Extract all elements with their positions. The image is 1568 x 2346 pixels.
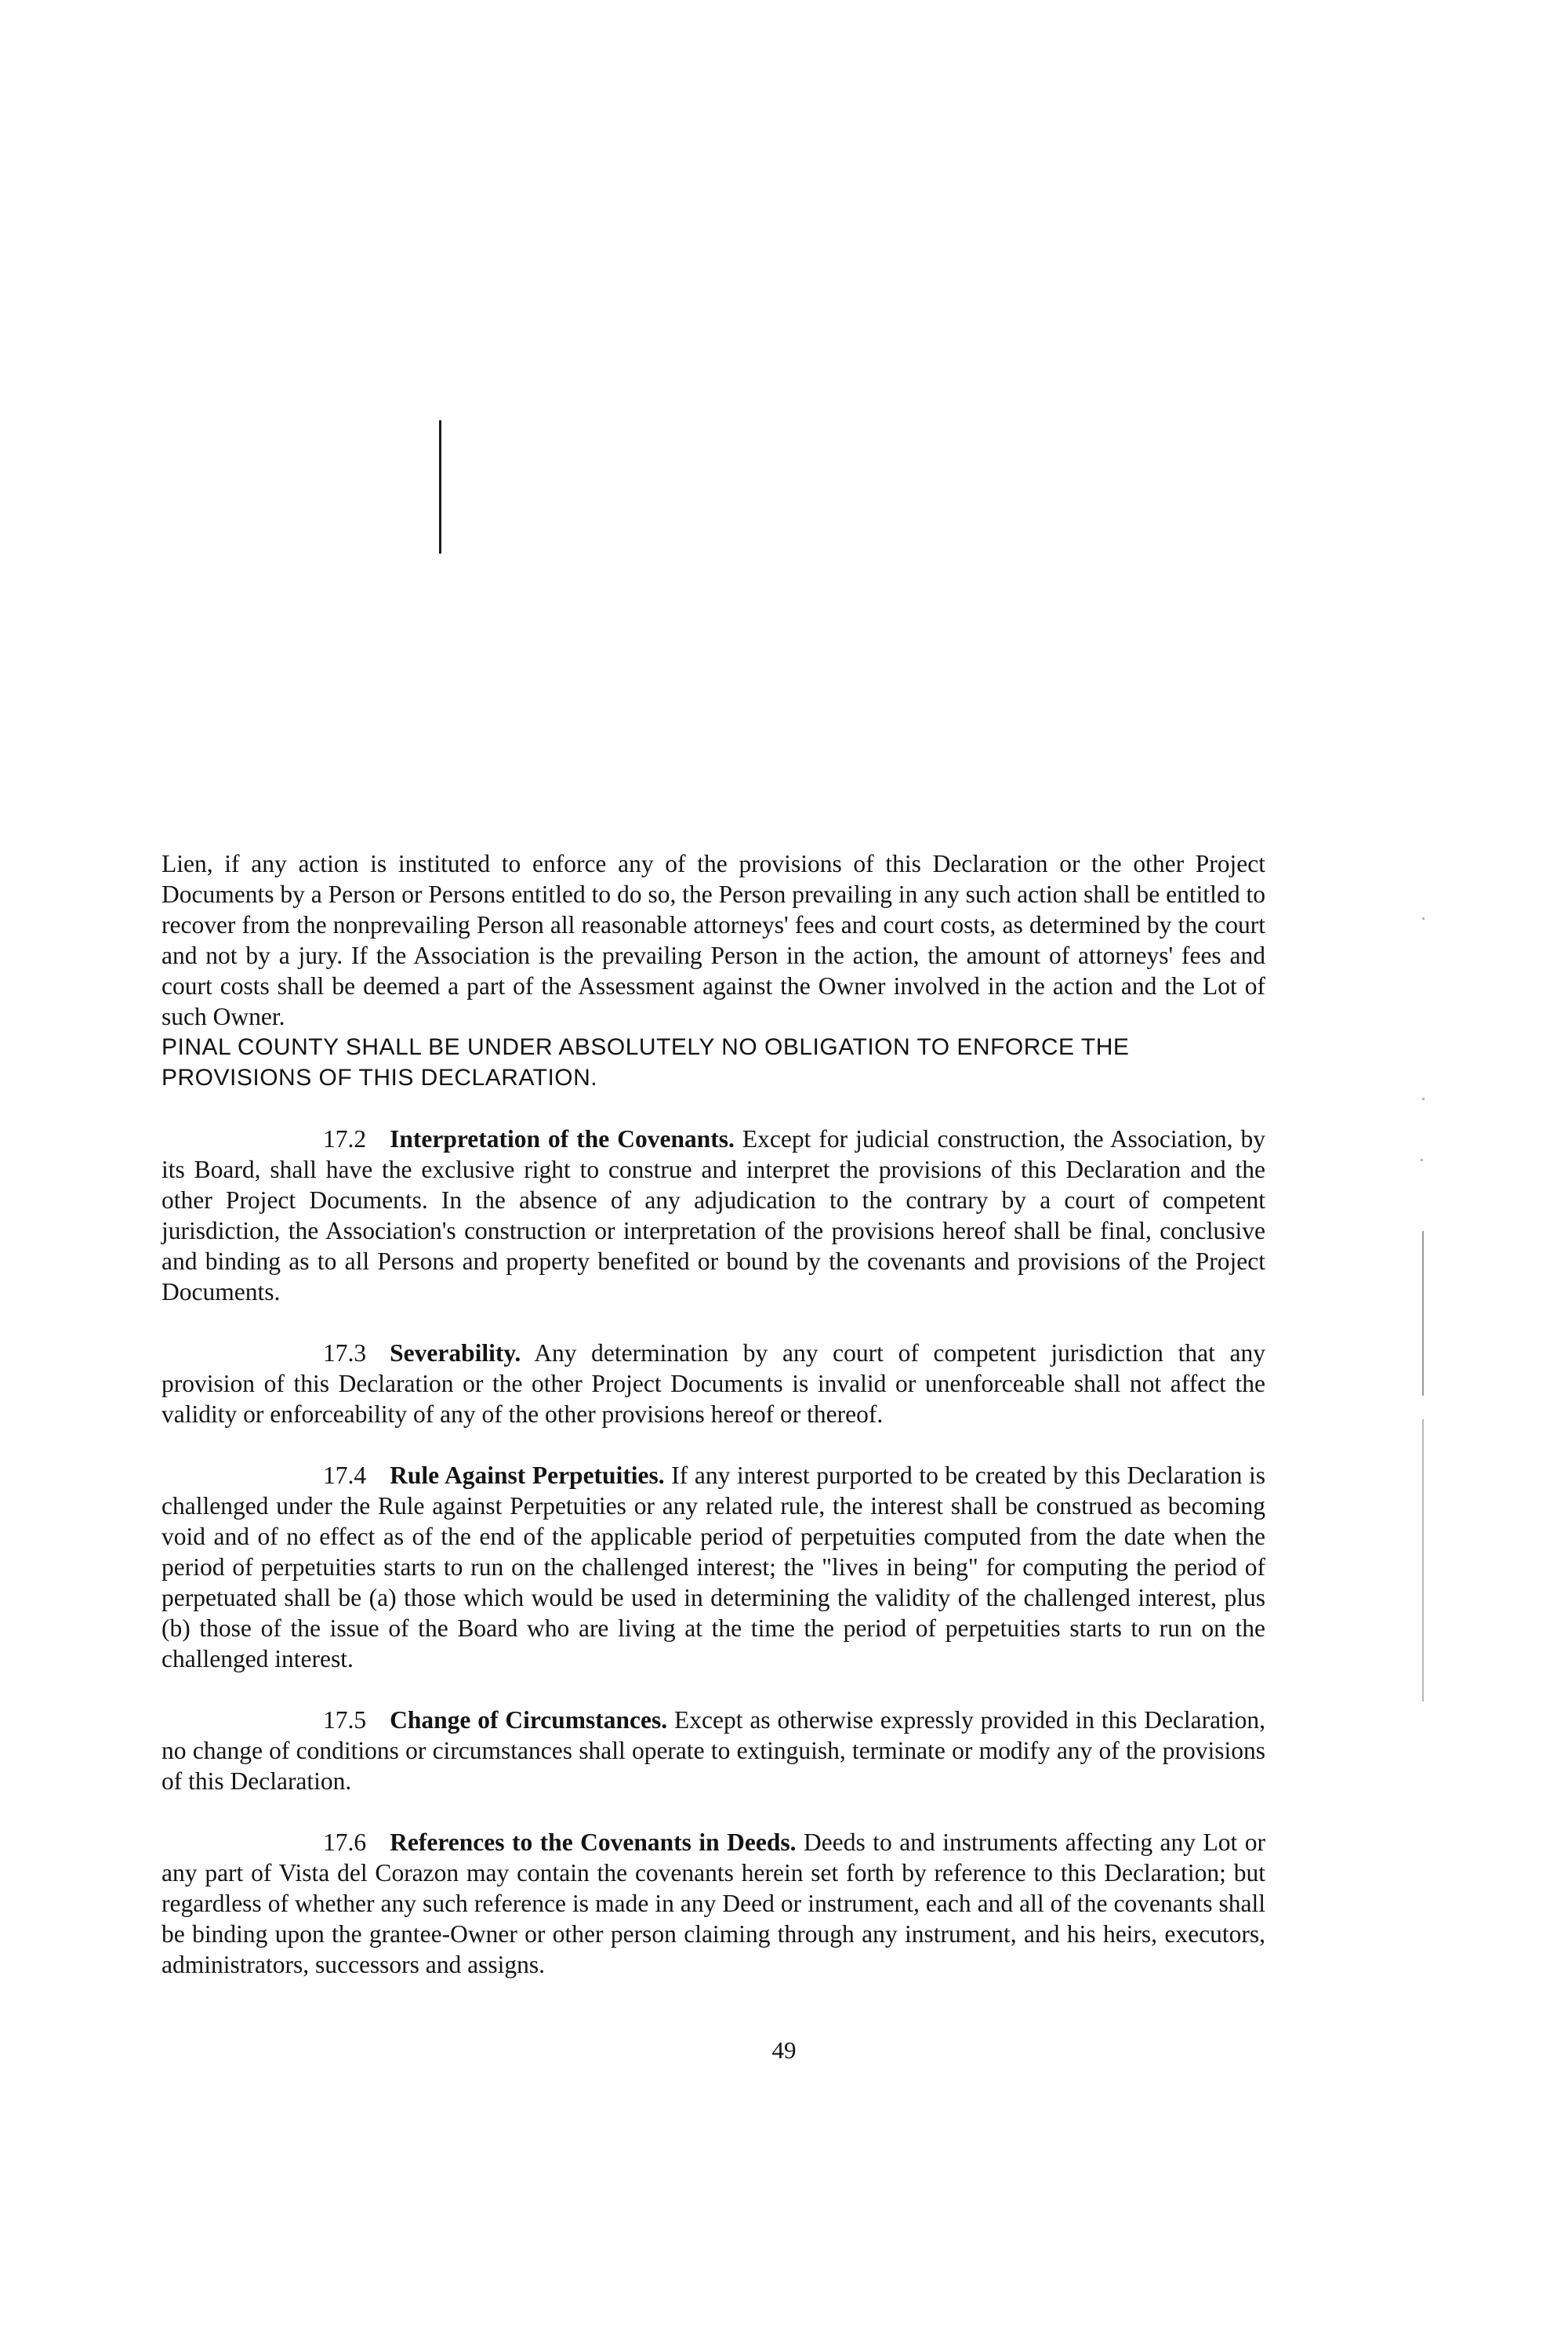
document-body [162, 848, 1265, 2010]
section-title: Change of Circumstances. [390, 1706, 668, 1734]
margin-revision-mark [1422, 1419, 1424, 1701]
scan-speck [1422, 1098, 1425, 1100]
section-number: 17.4 [323, 1462, 367, 1489]
vertical-rule [439, 420, 441, 554]
section-number: 17.2 [323, 1125, 367, 1153]
page-number: 49 [771, 2036, 797, 2064]
intro-paragraph-caps-notice: PINAL COUNTY SHALL BE UNDER ABSOLUTELY NO OBLIGATION TO ENFORCE THE PROVISIONS OF THIS DECLARATION. [162, 1034, 1130, 1091]
scan-speck [1421, 1159, 1423, 1161]
section-text: Any determination by any court of competent jurisdiction that any provision of this Declaration or the other Project Documents is invalid or unenforceable shall not affect the validity or enforceability of any of the other provisions hereof or thereof. [162, 1339, 1265, 1428]
section-title: Interpretation of the Covenants. [390, 1125, 735, 1153]
scan-speck [1422, 917, 1425, 920]
margin-revision-mark [1422, 1231, 1424, 1396]
section-title: Rule Against Perpetuities. [390, 1462, 665, 1489]
section-17-6 [162, 1827, 1265, 1980]
section-17-5 [162, 1705, 1265, 1796]
section-text: If any interest purported to be created by this Declaration is challenged under the Rule against Perpetuities or any related rule, the interest shall be construed as becoming void and of no effect as of the end of the applicable period of perpetuities computed from the date when the period of perpetuities starts to run on the challenged interest; the "lives in being" for computing the period of perpetuated shall be (a) those which would be used in determining the validity of the challenged interest, plus (b) those of the issue of the Board who are living at the time the period of perpetuities starts to run on the challenged interest. [162, 1462, 1265, 1672]
section-text: Except as otherwise expressly provided in this Declaration, no change of conditions or circumstances shall operate to extinguish, terminate or modify any of the provisions of this Declaration. [162, 1706, 1265, 1795]
intro-paragraph-text: Lien, if any action is instituted to enforce any of the provisions of this Declaration or the other Project Documents by a Person or Persons entitled to do so, the Person prevailing in any such action shall be entitled to recover from the nonprevailing Person all reasonable attorneys' fees and court costs, as determined by the court and not by a jury. If the Association is the prevailing Person in the action, the amount of attorneys' fees and court costs shall be deemed a part of the Assessment against the Owner involved in the action and the Lot of such Owner. [162, 850, 1265, 1030]
section-number: 17.3 [323, 1339, 367, 1367]
section-text: Except for judicial construction, the Association, by its Board, shall have the exclusive right to construe and interpret the provisions of this Declaration and the other Project Documents. In the absence of any adjudication to the contrary by a court of competent jurisdiction, the Association's construction or interpretation of the provisions hereof shall be final, conclusive and binding as to all Persons and property benefited or bound by the covenants and provisions of the Project Documents. [162, 1125, 1265, 1306]
section-text: Deeds to and instruments affecting any Lot or any part of Vista del Corazon may contain the covenants herein set forth by reference to this Declaration; but regardless of whether any such reference is made in any Deed or instrument, each and all of the covenants shall be binding upon the grantee-Owner or other person claiming through any instrument, and his heirs, executors, administrators, successors and assigns. [162, 1828, 1265, 1978]
intro-paragraph [162, 848, 1265, 1093]
section-17-2 [162, 1124, 1265, 1307]
section-17-3 [162, 1338, 1265, 1429]
section-number: 17.6 [323, 1828, 367, 1856]
section-title: Severability. [390, 1339, 521, 1367]
section-17-4 [162, 1460, 1265, 1674]
section-title: References to the Covenants in Deeds. [390, 1828, 797, 1856]
section-number: 17.5 [323, 1706, 367, 1734]
